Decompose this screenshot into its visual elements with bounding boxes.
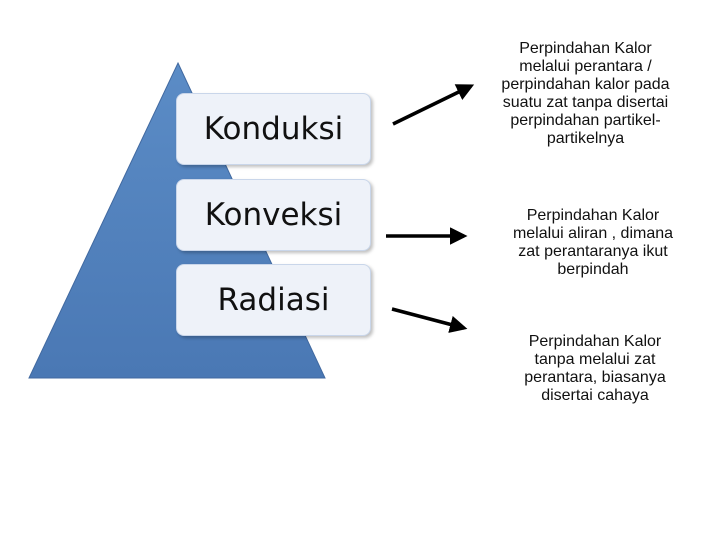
description-konduksi: Perpindahan Kalor melalui perantara / perpindahan kalor pada suatu zat tanpa disertai perpindahan partikel- partikelnya — [501, 40, 670, 147]
description-konveksi: Perpindahan Kalor melalui aliran , dimana zat perantaranya ikut berpindah — [512, 207, 674, 278]
description-radiasi: Perpindahan Kalor tanpa melalui zat perantara, biasanya disertai cahaya — [524, 333, 666, 404]
level-konduksi-label: Konduksi — [203, 111, 344, 147]
level-konduksi-box — [176, 93, 371, 165]
level-konveksi-label: Konveksi — [204, 197, 343, 233]
level-konveksi-box — [176, 179, 371, 251]
level-radiasi-box — [176, 264, 371, 336]
level-radiasi-label: Radiasi — [217, 282, 330, 318]
